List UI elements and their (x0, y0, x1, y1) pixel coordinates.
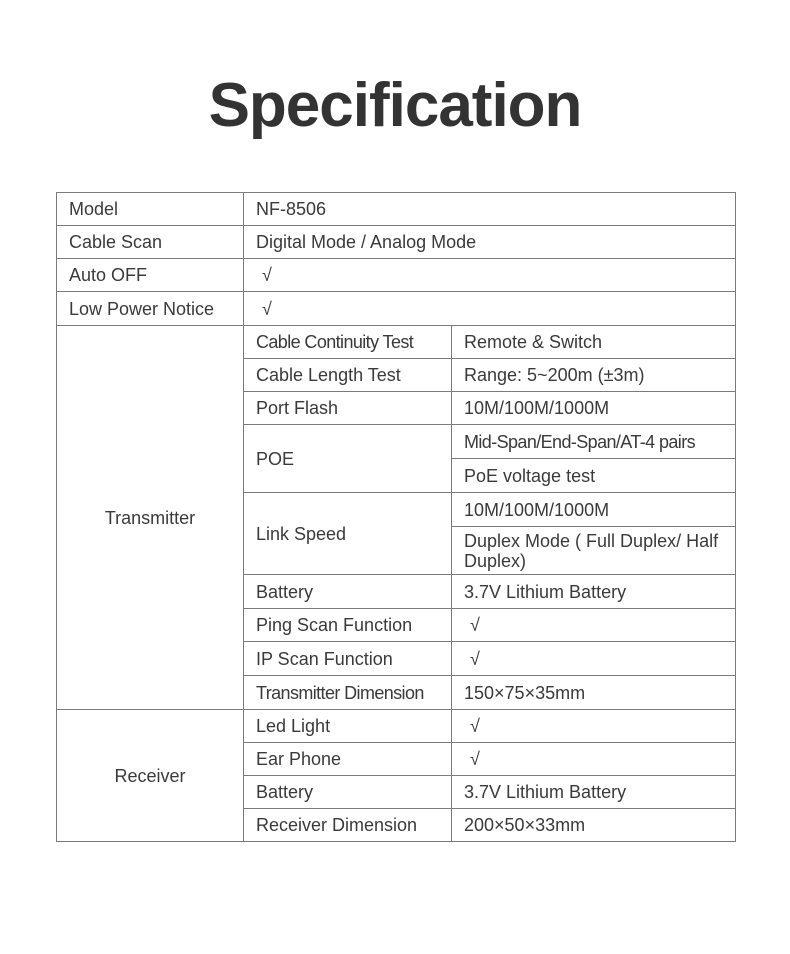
row-label-ear-phone: Ear Phone (244, 743, 452, 776)
row-label-auto-off: Auto OFF (57, 259, 244, 292)
group-label-transmitter: Transmitter (57, 326, 244, 710)
check-mark-ping-scan: √ (452, 609, 736, 642)
row-label-low-power: Low Power Notice (57, 292, 244, 326)
table-row (57, 292, 736, 326)
row-value-poe-2: PoE voltage test (452, 459, 736, 493)
row-label-transmitter-dimension: Transmitter Dimension (244, 676, 452, 710)
table-row (57, 226, 736, 259)
row-label-ip-scan: IP Scan Function (244, 642, 452, 676)
row-value-transmitter-dimension: 150×75×35mm (452, 676, 736, 710)
row-value-cable-continuity: Remote & Switch (452, 326, 736, 359)
check-mark-auto-off: √ (244, 259, 736, 292)
row-label-port-flash: Port Flash (244, 392, 452, 425)
row-value-link-speed-2: Duplex Mode ( Full Duplex/ Half Duplex) (452, 527, 736, 575)
check-mark-low-power: √ (244, 292, 736, 326)
row-value-transmitter-battery: 3.7V Lithium Battery (452, 575, 736, 609)
row-label-model: Model (57, 193, 244, 226)
check-mark-ip-scan: √ (452, 642, 736, 676)
row-value-cable-scan: Digital Mode / Analog Mode (244, 226, 736, 259)
specification-table (56, 192, 736, 842)
check-mark-ear-phone: √ (452, 743, 736, 776)
row-label-receiver-battery: Battery (244, 776, 452, 809)
row-value-receiver-battery: 3.7V Lithium Battery (452, 776, 736, 809)
row-value-link-speed-1: 10M/100M/1000M (452, 493, 736, 527)
row-value-model: NF-8506 (244, 193, 736, 226)
row-value-receiver-dimension: 200×50×33mm (452, 809, 736, 842)
check-mark-led-light: √ (452, 710, 736, 743)
row-label-poe: POE (244, 425, 452, 493)
row-label-link-speed: Link Speed (244, 493, 452, 575)
row-label-ping-scan: Ping Scan Function (244, 609, 452, 642)
table-row (57, 193, 736, 226)
row-label-cable-scan: Cable Scan (57, 226, 244, 259)
table-row (57, 259, 736, 292)
table-row (57, 326, 736, 359)
row-value-cable-length: Range: 5~200m (±3m) (452, 359, 736, 392)
row-label-transmitter-battery: Battery (244, 575, 452, 609)
group-label-receiver: Receiver (57, 710, 244, 842)
row-value-port-flash: 10M/100M/1000M (452, 392, 736, 425)
table-row (57, 710, 736, 743)
row-value-poe-1: Mid-Span/End-Span/AT-4 pairs (452, 425, 736, 459)
row-label-receiver-dimension: Receiver Dimension (244, 809, 452, 842)
row-label-led-light: Led Light (244, 710, 452, 743)
row-label-cable-length: Cable Length Test (244, 359, 452, 392)
row-label-cable-continuity: Cable Continuity Test (244, 326, 452, 359)
page-title: Specification (208, 71, 582, 140)
